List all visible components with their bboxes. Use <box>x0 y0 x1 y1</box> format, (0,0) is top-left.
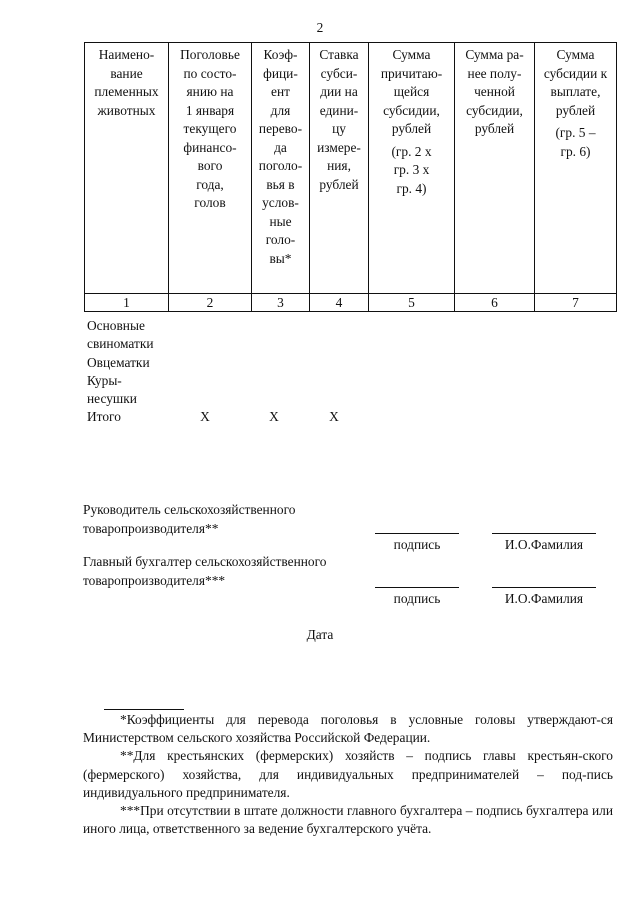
header-cell-3: Коэф- фици- ент для перево- да поголо- вья в услов- ные голо- вы* <box>252 43 310 294</box>
header-cell-6: Сумма ра- нее полу- ченной субсидии, рублей <box>455 43 535 294</box>
table-header-row <box>85 43 617 294</box>
header-cell-5: Сумма причитаю- щейся субсидии, рублей (гр. 2 х гр. 3 х гр. 4) <box>369 43 455 294</box>
signature-line-name <box>492 533 596 534</box>
signature-label-head: Руководитель сельскохозяйственного товаропроизводителя** <box>83 502 296 536</box>
caption-sign: подпись <box>393 537 441 552</box>
footnote: ***При отсутствии в штате должности главного бухгалтера – подпись бухгалтера или иного лица, ответственного за ведение бухгалтерского учёта. <box>83 803 613 837</box>
total-x-col4: Х <box>329 409 339 424</box>
header-cell-7: Сумма субсидии к выплате, рублей (гр. 5 – гр. 6) <box>535 43 617 294</box>
signature-line-name <box>492 587 596 588</box>
total-x-col2: Х <box>200 409 210 424</box>
column-number: 5 <box>369 294 455 312</box>
footnote: *Коэффициенты для перевода поголовья в условные головы утверждают-ся Министерством сельского хозяйства Российской Федерации. <box>83 712 613 746</box>
footnotes <box>83 711 613 839</box>
caption-name: И.О.Фамилия <box>504 537 584 552</box>
row-label-total: Итого <box>87 409 121 424</box>
header-cell-4: Ставка субси- дии на едини- цу измере- ния, рублей <box>310 43 369 294</box>
column-number: 6 <box>455 294 535 312</box>
total-x-col3: Х <box>269 409 279 424</box>
signature-line-sign <box>375 587 459 588</box>
caption-name: И.О.Фамилия <box>504 591 584 606</box>
column-number-row <box>85 294 617 312</box>
row-label-ewes: Овцематки <box>87 355 150 370</box>
date-label: Дата <box>306 627 334 642</box>
page-number: 2 <box>316 20 324 35</box>
column-number: 3 <box>252 294 310 312</box>
signature-label-accountant: Главный бухгалтер сельскохозяйственного товаропроизводителя*** <box>83 554 327 588</box>
header-cell-1: Наимено- вание племенных животных <box>85 43 169 294</box>
signature-line-sign <box>375 533 459 534</box>
subsidy-table <box>84 42 617 312</box>
column-number: 4 <box>310 294 369 312</box>
row-label-sows: Основные свиноматки <box>87 318 154 352</box>
row-label-hens: Куры- несушки <box>87 373 137 407</box>
column-number: 7 <box>535 294 617 312</box>
column-number: 2 <box>169 294 252 312</box>
caption-sign: подпись <box>393 591 441 606</box>
column-number: 1 <box>85 294 169 312</box>
footnote: **Для крестьянских (фермерских) хозяйств – подпись главы крестьян-ского (фермерского) хозяйства, для индивидуальных предпринимателей – под-пись индивидуального предпринимателя. <box>83 748 613 800</box>
header-cell-2: Поголовье по состо- янию на 1 января текущего финансо- вого года, голов <box>169 43 252 294</box>
footnote-rule <box>104 709 184 710</box>
